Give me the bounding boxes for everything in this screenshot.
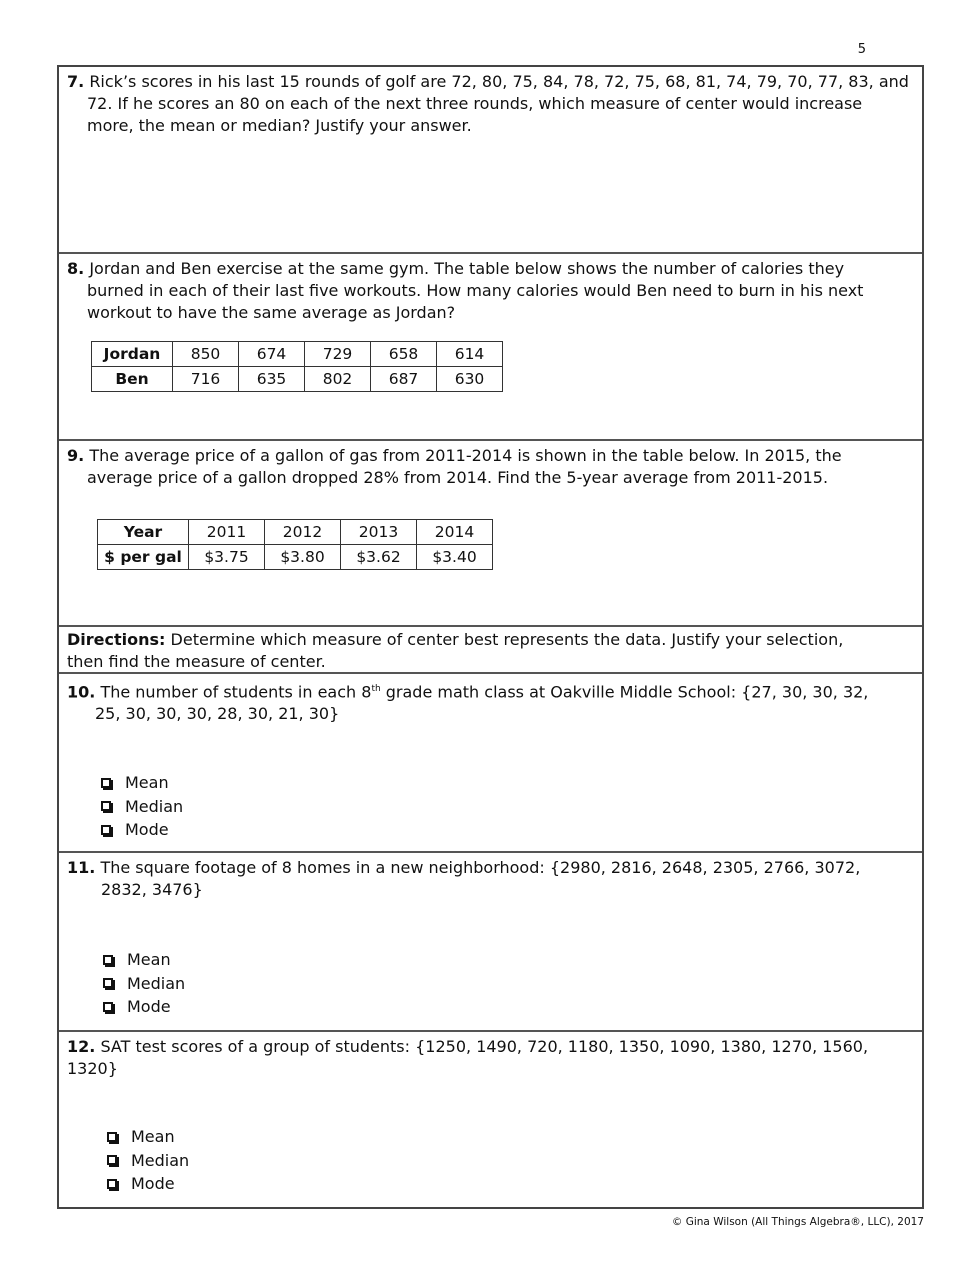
option-label: Mean <box>127 950 171 969</box>
checkbox-icon[interactable] <box>107 1155 117 1165</box>
calories-table <box>91 341 503 392</box>
table-cell: $3.80 <box>265 545 341 570</box>
page-number: 5 <box>857 42 866 57</box>
checkbox-icon[interactable] <box>107 1179 117 1189</box>
question-10 <box>59 674 922 853</box>
checkbox-icon[interactable] <box>101 778 111 788</box>
question-number: 9. <box>67 446 85 465</box>
question-number: 7. <box>67 72 85 91</box>
superscript: th <box>371 684 381 694</box>
question-number: 11. <box>67 858 96 877</box>
checkbox-icon[interactable] <box>103 1002 113 1012</box>
table-cell: 674 <box>239 342 305 367</box>
option-mean[interactable] <box>103 948 185 972</box>
question-number: 8. <box>67 259 85 278</box>
question-9 <box>59 441 922 627</box>
table-cell: 658 <box>371 342 437 367</box>
table-row <box>92 342 503 367</box>
checkbox-icon[interactable] <box>103 978 113 988</box>
answer-options <box>103 948 185 1019</box>
table-cell: 687 <box>371 367 437 392</box>
table-cell: 630 <box>437 367 503 392</box>
question-text: SAT test scores of a group of students: {1250, 1490, 720, 1180, 1350, 1090, 1380, 1270, 1560, 1320} <box>67 1037 869 1078</box>
option-mean[interactable] <box>107 1125 189 1149</box>
table-cell: 2013 <box>341 520 417 545</box>
answer-options <box>107 1125 189 1196</box>
row-header: Jordan <box>92 342 173 367</box>
table-cell: $3.75 <box>189 545 265 570</box>
gas-price-table <box>97 519 493 570</box>
table-cell: 2011 <box>189 520 265 545</box>
option-median[interactable] <box>107 1149 189 1173</box>
question-number: 12. <box>67 1037 96 1056</box>
question-text: 72. If he scores an 80 on each of the next three rounds, which measure of center would increase <box>87 94 863 113</box>
question-text: 25, 30, 30, 30, 28, 30, 21, 30} <box>95 704 340 724</box>
worksheet <box>57 65 924 1209</box>
directions-text: Determine which measure of center best represents the data. Justify your selection, <box>170 630 844 649</box>
table-row <box>98 520 493 545</box>
option-mode[interactable] <box>101 818 183 842</box>
question-text: Jordan and Ben exercise at the same gym. The table below shows the number of calories they <box>89 259 845 278</box>
option-median[interactable] <box>101 795 183 819</box>
question-text: grade math class at Oakville Middle School: {27, 30, 30, 32, <box>380 682 869 702</box>
option-label: Median <box>131 1150 190 1170</box>
option-label: Mode <box>125 820 169 839</box>
option-label: Median <box>127 973 186 993</box>
table-cell: 2012 <box>265 520 341 545</box>
table-row <box>98 545 493 570</box>
question-number: 10. <box>67 682 96 702</box>
question-7 <box>59 67 922 254</box>
table-row <box>92 367 503 392</box>
row-header: Year <box>98 520 189 545</box>
question-11 <box>59 853 922 1032</box>
table-cell: 635 <box>239 367 305 392</box>
table-cell: 614 <box>437 342 503 367</box>
question-text: 2832, 3476} <box>101 880 203 899</box>
table-cell: 729 <box>305 342 371 367</box>
option-mode[interactable] <box>103 995 185 1019</box>
question-text: The average price of a gallon of gas from 2011-2014 is shown in the table below. In 2015, the <box>89 446 842 465</box>
question-text: The number of students in each 8 <box>100 682 372 702</box>
answer-options <box>101 771 183 842</box>
option-label: Median <box>125 796 184 816</box>
directions-label: Directions: <box>67 630 166 649</box>
question-text: more, the mean or median? Justify your answer. <box>87 116 472 135</box>
option-label: Mode <box>131 1174 175 1193</box>
row-header: $ per gal <box>98 545 189 570</box>
option-median[interactable] <box>103 972 185 996</box>
option-label: Mean <box>131 1127 175 1146</box>
question-text: average price of a gallon dropped 28% from 2014. Find the 5-year average from 2011-2015. <box>87 468 829 487</box>
question-8 <box>59 254 922 441</box>
table-cell: 850 <box>173 342 239 367</box>
question-text: workout to have the same average as Jordan? <box>87 303 456 322</box>
option-mean[interactable] <box>101 771 183 795</box>
checkbox-icon[interactable] <box>101 825 111 835</box>
directions-text: then find the measure of center. <box>67 652 326 671</box>
option-label: Mode <box>127 997 171 1016</box>
checkbox-icon[interactable] <box>103 955 113 965</box>
checkbox-icon[interactable] <box>101 801 111 811</box>
question-text: Rick’s scores in his last 15 rounds of golf are 72, 80, 75, 84, 78, 72, 75, 68, 81, 74, 79, 70, 77, 83, and <box>89 72 909 91</box>
directions <box>59 627 922 674</box>
table-cell: 802 <box>305 367 371 392</box>
checkbox-icon[interactable] <box>107 1132 117 1142</box>
table-cell: $3.40 <box>417 545 493 570</box>
option-mode[interactable] <box>107 1172 189 1196</box>
question-text: burned in each of their last five workouts. How many calories would Ben need to burn in his next <box>87 281 864 300</box>
row-header: Ben <box>92 367 173 392</box>
copyright: © Gina Wilson (All Things Algebra®, LLC), 2017 <box>671 1216 924 1228</box>
option-label: Mean <box>125 773 169 792</box>
table-cell: 2014 <box>417 520 493 545</box>
table-cell: $3.62 <box>341 545 417 570</box>
question-text: The square footage of 8 homes in a new neighborhood: {2980, 2816, 2648, 2305, 2766, 3072, <box>100 858 861 877</box>
question-12 <box>59 1032 922 1207</box>
table-cell: 716 <box>173 367 239 392</box>
